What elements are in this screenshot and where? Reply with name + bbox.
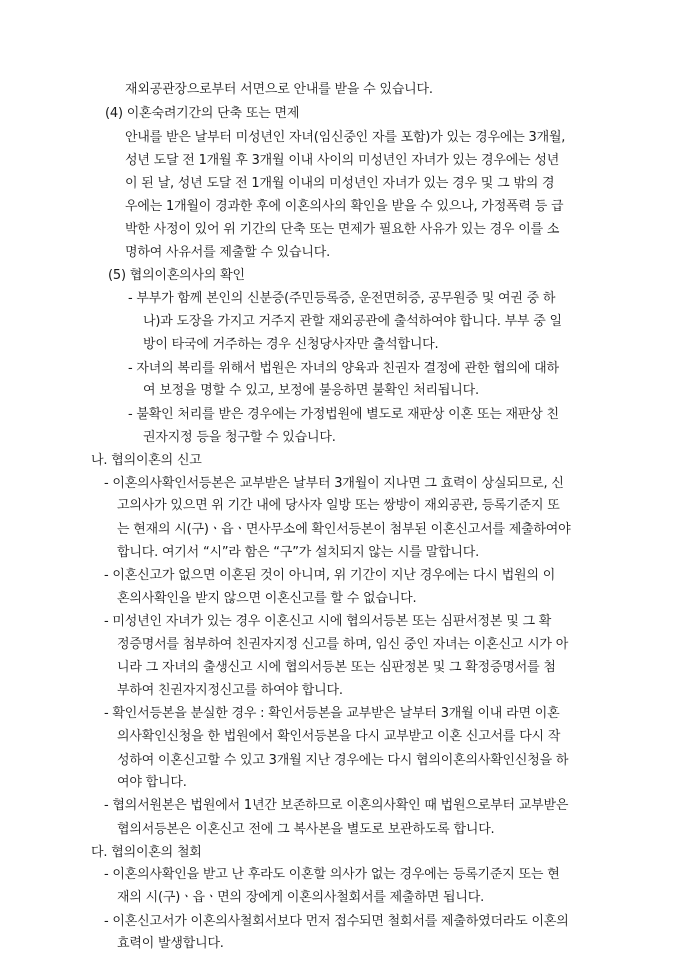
text-line: 이 된 날, 성년 도달 전 1개월 이내의 미성년인 자녀가 있는 경우 및 그 밖의 경 bbox=[125, 176, 555, 192]
text-line: 고의사가 있으면 위 기간 내에 당사자 일방 또는 쌍방이 재외공관, 등록기준지 또 bbox=[117, 498, 560, 514]
text-line: 정증명서를 첨부하여 친권자지정 신고를 하며, 임신 중인 자녀는 이혼신고 시가 아 bbox=[117, 637, 569, 653]
bullet-item: - 이혼의사확인서등본은 교부받은 날부터 3개월이 지나면 그 효력이 상실되므로, 신 bbox=[104, 476, 564, 492]
section-heading: 다. 협의이혼의 철회 bbox=[91, 844, 202, 860]
text-line: 명하여 사유서를 제출할 수 있습니다. bbox=[125, 245, 331, 261]
text-line: 재외공관장으로부터 서면으로 안내를 받을 수 있습니다. bbox=[125, 82, 433, 98]
text-line: 성하여 이혼신고할 수 있고 3개월 지난 경우에는 다시 협의이혼의사확인신청을 하 bbox=[117, 752, 569, 768]
text-line: 니라 그 자녀의 출생신고 시에 협의서등본 또는 심판정본 및 그 확정증명서를 첨 bbox=[117, 660, 556, 676]
section-heading: 나. 협의이혼의 신고 bbox=[91, 452, 202, 468]
bullet-item: - 이혼신고서가 이혼의사철회서보다 먼저 접수되면 철회서를 제출하였더라도 이혼의 bbox=[104, 913, 569, 929]
text-line: 협의서등본은 이혼신고 전에 그 복사본을 별도로 보관하도록 합니다. bbox=[117, 821, 495, 837]
text-line: 여야 합니다. bbox=[117, 774, 187, 790]
section-heading: (5) 협의이혼의사의 확인 bbox=[108, 268, 245, 284]
text-line: 부하여 친권자지정신고를 하여야 합니다. bbox=[117, 682, 343, 698]
text-line: 박한 사정이 있어 위 기간의 단축 또는 면제가 필요한 사유가 있는 경우 이를 소 bbox=[125, 221, 560, 237]
bullet-item: - 미성년인 자녀가 있는 경우 이혼신고 시에 협의서등본 또는 심판서정본 및 그 확 bbox=[104, 613, 552, 629]
text-line: 여 보정을 명할 수 있고, 보정에 불응하면 불확인 처리됩니다. bbox=[143, 383, 479, 398]
text-line: 혼의사확인을 받지 않으면 이혼신고를 할 수 없습니다. bbox=[117, 590, 417, 606]
bullet-item: - 이혼신고가 없으면 이혼된 것이 아니며, 위 기간이 지난 경우에는 다시 법원의 이 bbox=[104, 568, 556, 584]
text-line: 는 현재의 시(구)ㆍ읍ㆍ면사무소에 확인서등본이 첨부된 이혼신고서를 제출하여야 bbox=[117, 521, 571, 537]
bullet-item: - 협의서원본은 법원에서 1년간 보존하므로 이혼의사확인 때 법원으로부터 교부받은 bbox=[104, 798, 569, 814]
section-heading: (4) 이혼숙려기간의 단축 또는 면제 bbox=[105, 105, 300, 121]
bullet-item: - 확인서등본을 분실한 경우 : 확인서등본을 교부받은 날부터 3개월 이내 라면 이혼 bbox=[104, 706, 560, 722]
text-line: 성년 도달 전 1개월 후 3개월 이내 사이의 미성년인 자녀가 있는 경우에는 성년 bbox=[125, 153, 560, 169]
bullet-item: - 부부가 함께 본인의 신분증(주민등록증, 운전면허증, 공무원증 및 여권 중 하 bbox=[128, 290, 556, 306]
text-line: 효력이 발생합니다. bbox=[117, 936, 224, 952]
text-line: 나)과 도장을 가지고 거주지 관할 재외공관에 출석하여야 합니다. 부부 중 일 bbox=[143, 314, 562, 330]
text-line: 의사확인신청을 한 법원에서 확인서등본을 다시 교부받고 이혼 신고서를 다시 작 bbox=[117, 729, 561, 745]
text-line: 권자지정 등을 청구할 수 있습니다. bbox=[143, 429, 336, 445]
text-line: 합니다. 여기서 “시”라 함은 “구”가 설치되지 않는 시를 말합니다. bbox=[117, 544, 480, 560]
text-line: 안내를 받은 날부터 미성년인 자녀(임신중인 자를 포함)가 있는 경우에는 3개월, bbox=[125, 129, 566, 145]
bullet-item: - 이혼의사확인을 받고 난 후라도 이혼할 의사가 없는 경우에는 등록기준지 또는 현 bbox=[104, 867, 560, 883]
text-line: 방이 타국에 거주하는 경우 신청당사자만 출석합니다. bbox=[143, 337, 439, 353]
text-line: 우에는 1개월이 경과한 후에 이혼의사의 확인을 받을 수 있으나, 가정폭력 등 급 bbox=[125, 198, 564, 214]
bullet-item: - 자녀의 복리를 위해서 법원은 자녀의 양육과 친권자 결정에 관한 협의에 대하 bbox=[128, 360, 559, 376]
text-line: 재의 시(구)ㆍ읍ㆍ면의 장에게 이혼의사철회서를 제출하면 됩니다. bbox=[117, 890, 485, 906]
bullet-item: - 불확인 처리를 받은 경우에는 가정법원에 별도로 재판상 이혼 또는 재판상 친 bbox=[128, 407, 559, 423]
